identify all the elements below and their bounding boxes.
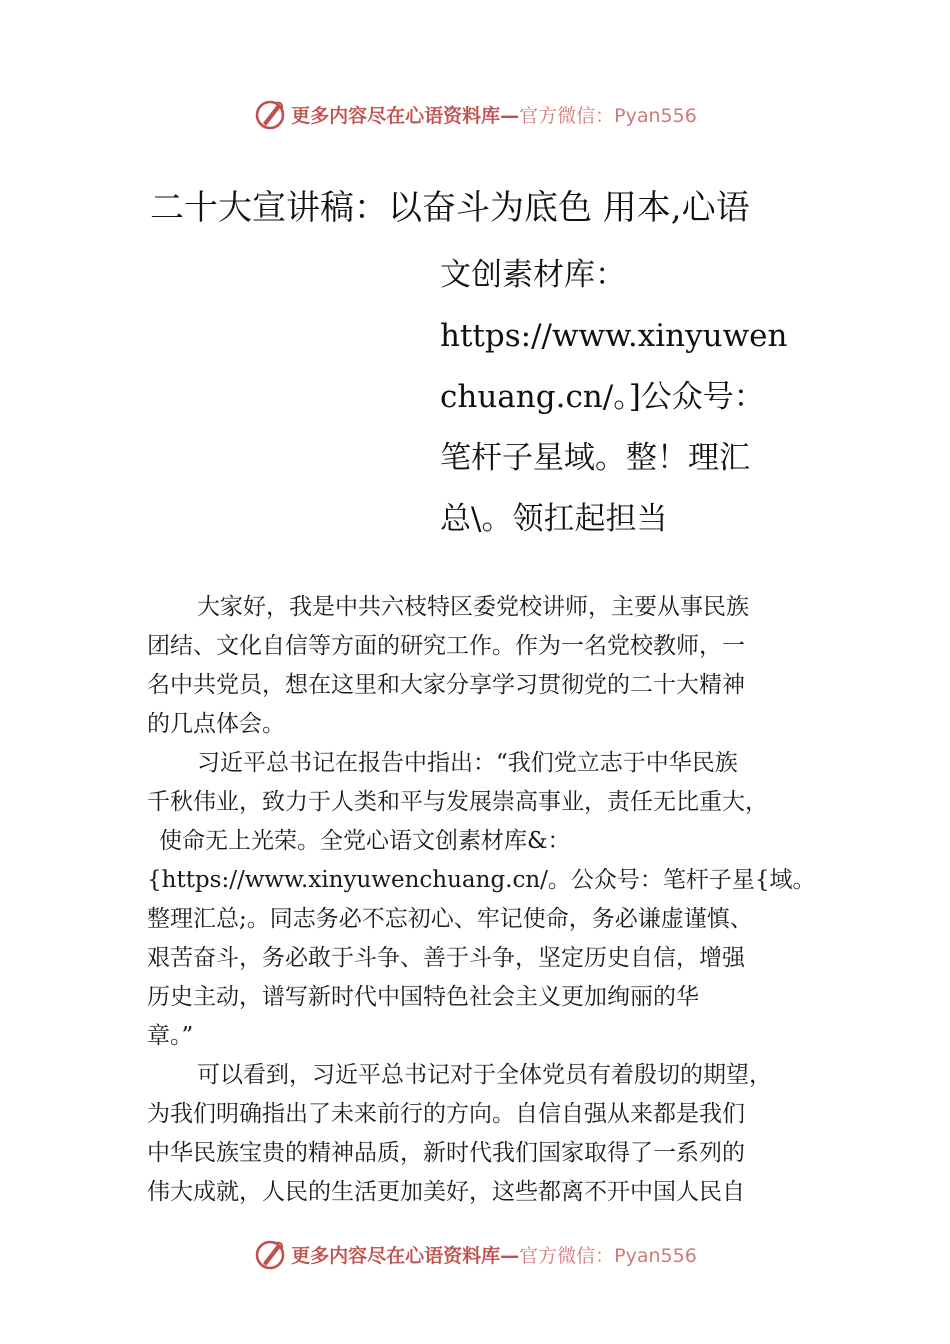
brand-logo-icon	[253, 97, 287, 131]
document-title-continuation	[440, 245, 800, 550]
body-line: 千秋伟业，致力于人类和平与发展崇高事业，责任无比重大，	[147, 789, 768, 815]
body-line: 伟大成就，人民的生活更加美好，这些都离不开中国人民自	[147, 1179, 745, 1205]
banner-contact: 官方微信：Pyan556	[519, 104, 697, 127]
body-line: {https://www.xinyuwenchuang.cn/。公众号：笔杆子星{域。	[147, 867, 816, 893]
body-line: 名中共党员，想在这里和大家分享学习贯彻党的二十大精神	[147, 672, 745, 698]
body-line: 章。”	[147, 1023, 194, 1049]
body-line: 使命无上光荣。全党心语文创素材库&：	[159, 828, 571, 854]
body-line: 艰苦奋斗，务必敢于斗争、善于斗争，坚定历史自信，增强	[147, 945, 745, 971]
body-line: 整理汇总;。同志务必不忘初心、牢记使命，务必谦虚谨慎、	[147, 906, 753, 932]
title-line: 文创素材库：	[440, 257, 626, 293]
body-line: 大家好，我是中共六枝特区委党校讲师，主要从事民族	[197, 594, 749, 620]
banner-text	[291, 1241, 697, 1268]
title-line: https://www.xinyuwen	[440, 318, 788, 354]
banner-brand: 更多内容尽在心语资料库	[291, 1244, 501, 1267]
body-line: 中华民族宝贵的精神品质，新时代我们国家取得了一系列的	[147, 1140, 745, 1166]
document-title: 二十大宣讲稿：以奋斗为底色 用本,心语	[150, 188, 750, 228]
banner-contact: 官方微信：Pyan556	[519, 1244, 697, 1267]
document-body	[147, 588, 827, 1212]
banner-text	[291, 101, 697, 128]
body-line: 团结、文化自信等方面的研究工作。作为一名党校教师，一	[147, 633, 745, 659]
title-line: chuang.cn/。]公众号：	[440, 379, 765, 415]
body-line: 可以看到，习近平总书记对于全体党员有着殷切的期望，	[197, 1062, 772, 1088]
brand-logo-icon	[253, 1237, 287, 1271]
body-line: 历史主动，谱写新时代中国特色社会主义更加绚丽的华	[147, 984, 699, 1010]
header-banner	[0, 94, 950, 134]
title-line: 总\。领扛起担当	[440, 501, 668, 537]
footer-banner	[0, 1234, 950, 1274]
banner-brand: 更多内容尽在心语资料库	[291, 104, 501, 127]
body-line: 为我们明确指出了未来前行的方向。自信自强从来都是我们	[147, 1101, 745, 1127]
title-line: 笔杆子星域。整！理汇	[440, 440, 750, 476]
body-line: 的几点体会。	[147, 711, 285, 737]
body-line: 习近平总书记在报告中指出：“我们党立志于中华民族	[197, 750, 738, 776]
banner-separator: —	[500, 1244, 520, 1267]
banner-separator: —	[500, 104, 520, 127]
